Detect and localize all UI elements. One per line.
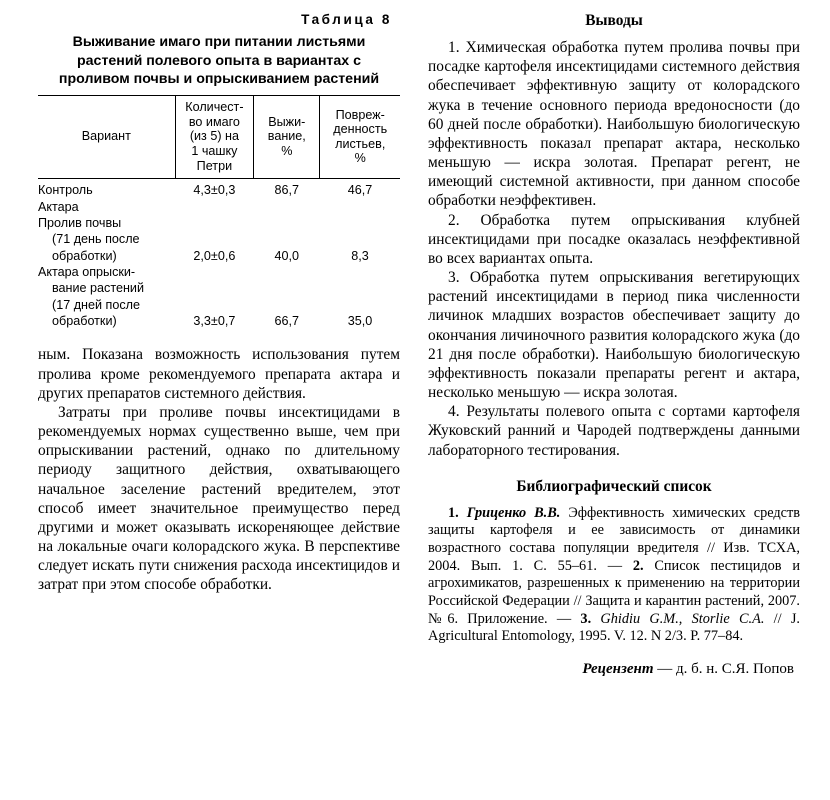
variant-line: Актара опрыски- (38, 264, 136, 279)
table-header-count (175, 96, 254, 179)
conclusion-item-3: 3. Обработка путем опрыскивания вегетирующих растений инсектицидами в период пика численности личинок младших возрастов обеспечивает защиту до окончания личиночного развития колорадского жука (до 21 дня после обработки). Наибольшую биологическую эффективность показали препараты регент и актара, несколько меньшую — искра золотая. (428, 269, 800, 402)
biblio-entry-3-author: Ghidiu G.M., Storlie C.A. (600, 610, 765, 627)
table-header-survival-line-2: вание, (267, 129, 306, 144)
variant-line: обработки) (52, 248, 117, 263)
table-cell-damage: 8,3 (351, 248, 369, 263)
right-column (428, 0, 800, 694)
conclusion-item-1: 1. Химическая обработка путем пролива почвы при посадке картофеля инсектицидами системного действия обеспечивает эффективную защиту от колорадского жука в течение основного периода вредоносности (до 60 дней после обработки). Наибольшую биологическую эффективность показал препарат актара, несколько меньшую — искра золотая. Препарат регент, не имеющий системной активности, при данном способе обработки неэффективен. (428, 39, 800, 210)
survival-table (38, 95, 400, 329)
table-head (38, 96, 400, 179)
table-cell-count: 4,3±0,3 (193, 183, 236, 198)
table-cell-damage: 46,7 (347, 183, 373, 198)
table-header-count-line-1: Количест- (185, 100, 244, 115)
table-header-variant (38, 96, 175, 179)
table-header-row (38, 96, 400, 179)
variant-line: Пролив почвы (38, 215, 122, 230)
table-header-damage (320, 96, 400, 179)
reviewer-value: — д. б. н. С.Я. Попов (653, 661, 794, 678)
table-row (38, 264, 400, 329)
left-paragraph-1: ным. Показана возможность использования путем пролива кроме рекомендуемого препарата актара и других препаратов системного действия. (38, 346, 400, 402)
left-column (38, 0, 400, 595)
reviewer-line (428, 660, 800, 679)
variant-line: Контроль (38, 183, 93, 198)
table-header-survival-line-1: Выжи- (268, 114, 306, 129)
table-header-damage-line-1: Повреж- (335, 107, 385, 122)
biblio-entry-2-text: Список пестицидов и агрохимикатов, разрешенных к применению на территории Российской Федерации // Защита и карантин растений, 2007. №6. Приложение. — (428, 557, 800, 627)
conclusion-item-2: 2. Обработка путем опрыскивания клубней инсектицидами при посадке оказалась неэффективной во всех вариантах опыта. (428, 211, 800, 267)
conclusion-item-4: 4. Результаты полевого опыта с сортами картофеля Жуковский ранний и Чародей подтверждены данными лабораторного тестирования. (428, 403, 800, 459)
biblio-entry-1-text: Эффективность химических средств защиты картофеля и ее зависимость от динамики возрастного состава популяции вредителя // Изв. ТСХА, 2004. Вып. 1. С. 55–61. — (428, 504, 800, 574)
biblio-entry-3-text: // J. Agricultural Entomology, 1995. V. 12. N 2/3. P. 77–84. (428, 610, 800, 645)
variant-line: вание растений (52, 281, 145, 296)
biblio-entry-2-index: 2. (632, 557, 644, 574)
table-caption: Выживание имаго при питании листьями растений полевого опыта в вариантах с проливом почвы и опрыскиванием растений (58, 34, 380, 88)
table-header-count-line-4: 1 чашку (191, 143, 238, 158)
table-header-count-line-3: (из 5) на (189, 129, 239, 144)
left-paragraph-2: Затраты при проливе почвы инсектицидами в рекомендуемых нормах существенно выше, чем при опрыскивании растений, однако по длительному периоду защитного действия, охватывающего начальное заселение растений вредителем, этот способ имеет значительное преимущество перед другими и может оказывать искореняющее действие на локальные очаги колорадского жука. В перспективе следует искать пути снижения расхода инсектицидов и затрат при этом способе обработки. (38, 403, 400, 594)
reviewer-label: Рецензент (582, 661, 654, 678)
table-cell-survival: 86,7 (274, 183, 300, 198)
variant-line: обработки) (52, 314, 117, 329)
table-header-damage-line-4: % (354, 151, 366, 166)
biblio-entry-1-author: Гриценко В.В. (466, 504, 561, 521)
variant-line: (71 день после (52, 232, 140, 247)
table-cell-damage: 35,0 (347, 314, 373, 329)
bibliography-heading: Библиографический список (516, 477, 712, 495)
conclusions-heading: Выводы (585, 12, 643, 29)
table-number-label: Таблица 8 (301, 12, 392, 27)
table-cell-count: 3,3±0,7 (193, 314, 236, 329)
table-header-count-line-2: во имаго (188, 114, 240, 129)
table-header-count-line-5: Петри (196, 158, 233, 173)
variant-line: (17 дней после (52, 297, 141, 312)
biblio-entry-3-index: 3. (580, 610, 592, 627)
table-cell-survival: 66,7 (274, 314, 300, 329)
biblio-entry-1-index: 1. (448, 504, 459, 521)
table-cell-survival: 40,0 (274, 248, 300, 263)
table-header-survival-line-3: % (281, 143, 293, 158)
table-header-damage-line-3: листьев, (335, 136, 386, 151)
variant-line: Актара (38, 199, 79, 214)
table-header-variant-line-1: Вариант (81, 129, 131, 144)
table-cell-variant (38, 264, 175, 329)
bibliography-list (428, 505, 800, 646)
table-header-survival (254, 96, 320, 179)
table-row (38, 199, 400, 264)
table-body (38, 179, 400, 330)
table-cell-variant (38, 182, 175, 198)
table-row (38, 182, 400, 198)
table-cell-variant (38, 199, 175, 264)
table-cell-count: 2,0±0,6 (193, 248, 236, 263)
table-header-damage-line-2: денность (333, 122, 388, 137)
